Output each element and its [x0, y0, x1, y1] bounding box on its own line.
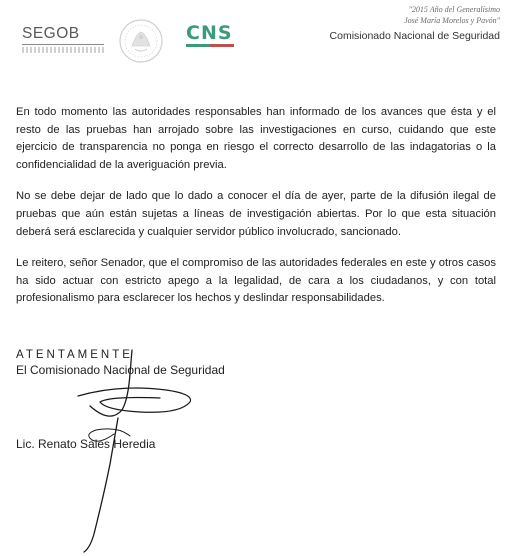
paragraph-2: No se debe dejar de lado que lo dado a conocer el día de ayer, parte de la difusión ilegal de pruebas que aún están sujetas a líneas de investigación abiertas. Por lo que esta situación deberá será esclarecida y cualquier servidor público involucrado, sancionado. — [16, 190, 496, 238]
year-motto — [404, 4, 500, 26]
paragraph-1: En todo momento las autoridades responsables han informado de los avances que ésta y el resto de las pruebas han arrojado sobre las investigaciones en curso, cuidando que este ejercicio de transparencia no ponga en riesgo el correcto desarrollo de las indagatorias o la confidencialidad de la averiguación previa. — [16, 106, 496, 171]
segob-logo — [22, 26, 104, 53]
cns-logo — [186, 23, 234, 47]
cns-logo-text: CNS — [186, 22, 233, 44]
year-motto-line-1: "2015 Año del Generalísimo — [408, 5, 500, 14]
segob-logo-rule — [22, 44, 104, 45]
national-seal-icon — [118, 18, 164, 64]
organization-name: Comisionado Nacional de Seguridad — [329, 30, 500, 42]
signer-title: El Comisionado Nacional de Seguridad — [16, 363, 225, 377]
salutation: ATENTAMENTE — [16, 349, 133, 361]
cns-logo-bar — [186, 44, 234, 47]
letter-body — [16, 104, 496, 322]
year-motto-line-2: José María Morelos y Pavón" — [404, 16, 500, 25]
signer-name: Lic. Renato Sales Heredia — [16, 437, 156, 451]
segob-logo-subtitle — [22, 47, 104, 53]
closing-block — [16, 348, 225, 378]
segob-logo-text: SEGOB — [22, 25, 80, 42]
paragraph-3: Le reitero, señor Senador, que el compromiso de las autoridades federales en este y otros casos ha sido actuar con estricto apego a la legalidad, de cara a los ciudadanos, y con total profesionalismo para esclarecer los hechos y deslindar responsabilidades. — [16, 257, 496, 305]
